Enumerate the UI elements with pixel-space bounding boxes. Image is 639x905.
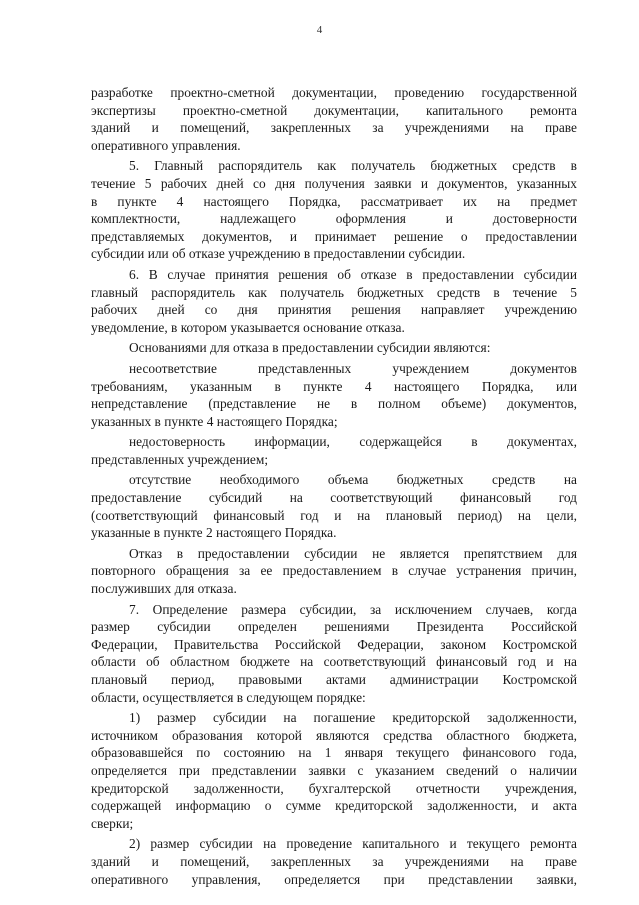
text-line: кредиторской задолженности, бухгалтерской отчетности учреждения, — [91, 780, 577, 796]
text-line: несоответствие представленных учреждением документов — [129, 360, 577, 376]
text-line: течение 5 рабочих дней со дня получения заявки и документов, указанных — [91, 175, 577, 191]
text-line: непредставление (представление не в полном объеме) документов, — [91, 396, 577, 412]
text-line: уведомление, в котором указывается основание отказа. — [91, 319, 405, 335]
text-line: размер субсидии определен решениями Президента Российской — [91, 619, 577, 635]
text-line: зданий и помещений, закрепленных за учреждениями на праве — [91, 853, 577, 869]
text-line: экспертизы проектно-сметной документации, капитального ремонта — [91, 102, 577, 118]
text-line: Отказ в предоставлении субсидии не является препятствием для — [129, 545, 577, 561]
text-line: Основаниями для отказа в предоставлении субсидии являются: — [129, 340, 491, 356]
text-line: 5. Главный распорядитель как получатель бюджетных средств в — [129, 158, 577, 174]
text-line: разработке проектно-сметной документации, проведению государственной — [91, 85, 577, 100]
text-line: 7. Определение размера субсидии, за исключением случаев, когда — [129, 601, 577, 617]
text-line: плановый период, правовыми актами администрации Костромской — [91, 672, 577, 687]
text-line: указанные в пункте 2 настоящего Порядка. — [91, 525, 337, 541]
text-line: определяется при представлении заявки с указанием сведений о наличии — [91, 762, 577, 778]
text-line: зданий и помещений, закрепленных за учреждениями на праве — [91, 120, 577, 136]
text-line: главный распорядитель как получатель бюджетных средств в течение 5 — [91, 284, 577, 300]
text-line: послуживших для отказа. — [91, 581, 237, 597]
text-line: рабочих дней со дня принятия решения направляет учреждению — [91, 302, 577, 318]
text-line: указанных в пункте 4 настоящего Порядка; — [91, 413, 338, 429]
text-line: представленных учреждением; — [91, 451, 269, 467]
text-line: повторного обращения за ее предоставлением в случае устранения причин, — [91, 563, 577, 579]
text-line: образовавшейся по состоянию на 1 января текущего финансового года, — [91, 745, 577, 761]
text-line: источником образования которой являются средства областного бюджета, — [91, 727, 577, 743]
document-body — [91, 84, 577, 888]
text-line: содержащей информацию о сумме кредиторской задолженности, и акта — [91, 798, 577, 814]
text-line: недостоверность информации, содержащейся в документах, — [129, 434, 577, 450]
text-line: (соответствующий финансовый год и на плановый период) на цели, — [91, 507, 577, 523]
text-line: оперативного управления, определяется при представлении заявки, — [91, 871, 577, 887]
text-line: оперативного управления. — [91, 137, 241, 153]
text-line: 6. В случае принятия решения об отказе в предоставлении субсидии — [129, 266, 577, 282]
text-line: комплектности, надлежащего оформления и достоверности — [91, 211, 577, 227]
text-line: предоставление субсидий на соответствующий финансовый год — [91, 490, 577, 506]
text-line: 2) размер субсидии на проведение капитального и текущего ремонта — [129, 836, 577, 852]
text-line: представляемых документов, и принимает решение о предоставлении — [91, 228, 577, 244]
text-line: 1) размер субсидии на погашение кредиторской задолженности, — [129, 710, 577, 726]
text-line: отсутствие необходимого объема бюджетных средств на — [129, 472, 577, 488]
text-line: области об областном бюджете на соответствующий финансовый год и на — [91, 654, 577, 670]
text-line: области, осуществляется в следующем порядке: — [91, 689, 366, 705]
text-line: в пункте 4 настоящего Порядка, рассматривает их на предмет — [91, 193, 577, 209]
text-line: сверки; — [91, 815, 134, 831]
text-line: требованиям, указанным в пункте 4 настоящего Порядка, или — [91, 378, 577, 394]
text-line: Федерации, Правительства Российской Федерации, законом Костромской — [91, 636, 577, 652]
page-number: 4 — [316, 24, 323, 36]
text-line: субсидии или об отказе учреждению в предоставлении субсидии. — [91, 246, 466, 262]
